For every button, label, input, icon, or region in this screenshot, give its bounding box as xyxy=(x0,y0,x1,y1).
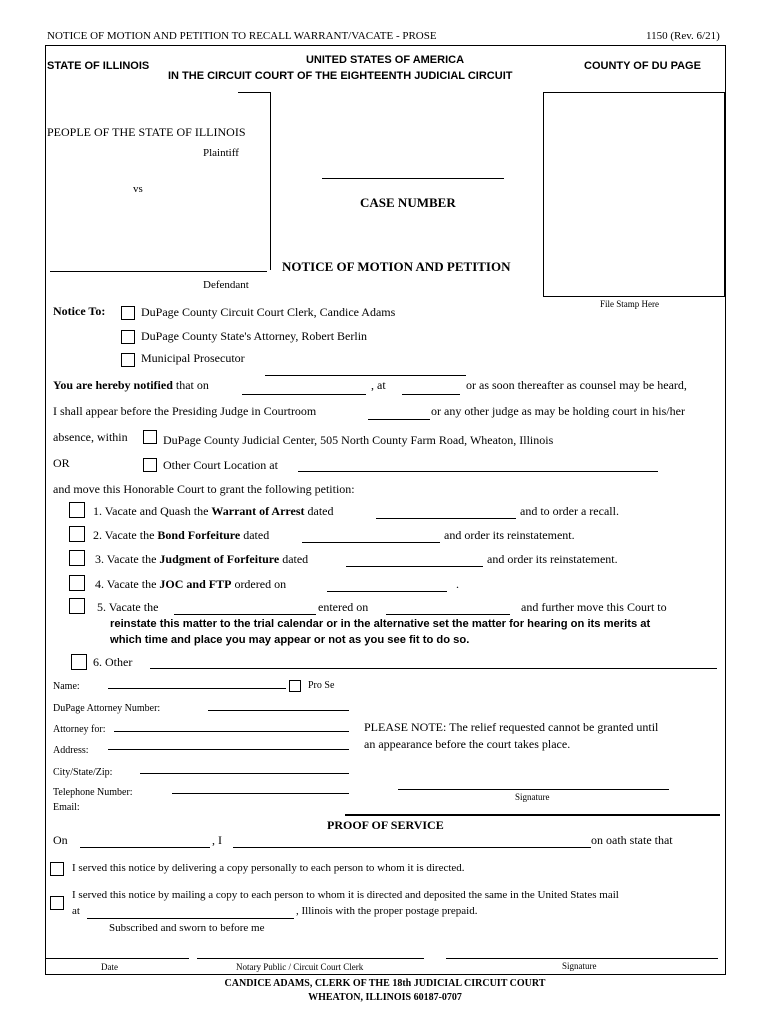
caption-bracket xyxy=(270,92,271,270)
recipient-checkbox-municipal[interactable] xyxy=(121,353,135,367)
petition-4-date-field[interactable] xyxy=(327,591,447,592)
hearing-date-field[interactable] xyxy=(242,394,366,395)
file-stamp-box xyxy=(543,92,725,297)
petition-6-text: 6. Other xyxy=(93,655,133,669)
petition-checkbox-1[interactable] xyxy=(69,502,85,518)
state-label: STATE OF ILLINOIS xyxy=(47,60,150,72)
petition-checkbox-6[interactable] xyxy=(71,654,87,670)
name-label: Name: xyxy=(53,681,80,692)
notified-bold: You are hereby notified xyxy=(53,378,173,392)
petition-5-tail: and further move this Court to xyxy=(521,600,667,614)
notice-blank-line[interactable] xyxy=(265,375,466,376)
petition-5-bold-2: which time and place you may appear or not as you see fit to do so. xyxy=(110,634,470,646)
notary-field[interactable] xyxy=(197,958,424,959)
petition-checkbox-3[interactable] xyxy=(69,550,85,566)
attorney-number-field[interactable] xyxy=(208,710,349,711)
petition-5-date-field[interactable] xyxy=(386,614,510,615)
top-border xyxy=(45,45,726,46)
proof-title: PROOF OF SERVICE xyxy=(327,818,444,832)
right-border xyxy=(725,45,726,975)
attorney-number-label: DuPage Attorney Number: xyxy=(53,703,161,714)
document-title: NOTICE OF MOTION AND PETITION xyxy=(282,259,511,274)
proof-signature-label: Signature xyxy=(562,961,597,971)
file-stamp-label: File Stamp Here xyxy=(600,299,659,309)
plaintiff-name: PEOPLE OF THE STATE OF ILLINOIS xyxy=(47,125,246,139)
petition-5-bold-1: reinstate this matter to the trial calendar or in the alternative set the matter for hearing on its merits at xyxy=(110,618,651,630)
petition-1-tail: and to order a recall. xyxy=(520,504,619,518)
petition-checkbox-5[interactable] xyxy=(69,598,85,614)
form-number: 1150 (Rev. 6/21) xyxy=(646,30,720,42)
case-number-label: CASE NUMBER xyxy=(360,195,456,210)
please-note-2: an appearance before the court takes place. xyxy=(364,737,571,751)
proof-name-field[interactable] xyxy=(233,847,591,848)
served-mail-text-2: , Illinois with the proper postage prepaid. xyxy=(296,905,478,917)
served-personal-checkbox[interactable] xyxy=(50,862,64,876)
signature-field[interactable] xyxy=(398,789,669,790)
other-location-label: Other Court Location at xyxy=(163,458,278,472)
petition-3-tail: and order its reinstatement. xyxy=(487,552,618,566)
petition-4-bold: JOC and FTP xyxy=(159,577,232,591)
served-mail-text-1: I served this notice by mailing a copy to each person to whom it is directed and deposited the same in the United States mail xyxy=(72,889,619,901)
recipient-municipal: Municipal Prosecutor xyxy=(141,351,245,365)
defendant-name-line[interactable] xyxy=(50,271,267,272)
notified-that-on: that on xyxy=(175,378,209,392)
move-text: and move this Honorable Court to grant the following petition: xyxy=(53,482,355,496)
courtroom-field[interactable] xyxy=(368,419,430,420)
proof-oath-label: on oath state that xyxy=(591,833,673,847)
notary-label: Notary Public / Circuit Court Clerk xyxy=(236,962,364,972)
petition-3-text: 3. Vacate the xyxy=(95,552,160,566)
proof-date-field[interactable] xyxy=(80,847,210,848)
recipient-checkbox-states-attorney[interactable] xyxy=(121,330,135,344)
caption-bracket-top xyxy=(238,92,270,93)
bottom-border xyxy=(45,974,726,975)
petition-1-text: 1. Vacate and Quash the xyxy=(93,504,212,518)
proof-on-label: On xyxy=(53,833,68,847)
appear-text: I shall appear before the Presiding Judge in Courtroom xyxy=(53,404,317,418)
petition-5-entered: entered on xyxy=(318,600,369,614)
petition-2-tail: and order its reinstatement. xyxy=(444,528,575,542)
court-label: IN THE CIRCUIT COURT OF THE EIGHTEENTH JUDICIAL CIRCUIT xyxy=(168,70,513,82)
left-border xyxy=(45,45,46,975)
served-mail-checkbox[interactable] xyxy=(50,896,64,910)
location-judicial-center: DuPage County Judicial Center, 505 North County Farm Road, Wheaton, Illinois xyxy=(163,433,554,447)
petition-5-item-field[interactable] xyxy=(174,614,316,615)
plaintiff-label: Plaintiff xyxy=(203,147,239,159)
city-field[interactable] xyxy=(140,773,349,774)
petition-3-dated: dated xyxy=(279,552,309,566)
proof-i-label: , I xyxy=(212,833,222,847)
county-label: COUNTY OF DU PAGE xyxy=(584,60,701,72)
location-checkbox-other[interactable] xyxy=(143,458,157,472)
hearing-time-field[interactable] xyxy=(402,394,460,395)
city-label: City/State/Zip: xyxy=(53,767,113,778)
or-label: OR xyxy=(53,456,70,470)
petition-4-ordered: ordered on xyxy=(231,577,287,591)
date-label: Date xyxy=(101,962,118,972)
location-checkbox-judicial-center[interactable] xyxy=(143,430,157,444)
vs-label: vs xyxy=(133,183,143,195)
address-label: Address: xyxy=(53,745,89,756)
petition-2 xyxy=(93,528,269,543)
form-title: NOTICE OF MOTION AND PETITION TO RECALL WARRANT/VACATE - PROSE xyxy=(47,30,437,42)
name-field[interactable] xyxy=(108,688,286,689)
petition-1-date-field[interactable] xyxy=(376,518,516,519)
address-field[interactable] xyxy=(108,749,349,750)
telephone-label: Telephone Number: xyxy=(53,787,133,798)
petition-3-date-field[interactable] xyxy=(346,566,483,567)
petition-1-bold: Warrant of Arrest xyxy=(211,504,305,518)
case-number-line[interactable] xyxy=(322,178,504,179)
footer-line-1: CANDICE ADAMS, CLERK OF THE 18th JUDICIAL CIRCUIT COURT xyxy=(224,978,546,989)
subscribed-text: Subscribed and sworn to before me xyxy=(109,922,265,934)
at-label: , at xyxy=(371,378,386,392)
served-personal-text: I served this notice by delivering a copy personally to each person to whom it is directed. xyxy=(72,862,465,874)
other-judge-text: or any other judge as may be holding court in his/her xyxy=(431,404,685,418)
email-label: Email: xyxy=(53,802,80,813)
petition-2-bold: Bond Forfeiture xyxy=(157,528,241,542)
proof-divider xyxy=(345,814,720,816)
petition-2-dated: dated xyxy=(240,528,270,542)
attorney-for-label: Attorney for: xyxy=(53,724,106,735)
petition-4-text: 4. Vacate the xyxy=(95,577,160,591)
petition-checkbox-4[interactable] xyxy=(69,575,85,591)
petition-4 xyxy=(95,577,286,592)
notified-line xyxy=(53,378,209,393)
signature-label: Signature xyxy=(515,792,550,802)
absence-text: absence, within xyxy=(53,430,128,444)
petition-3 xyxy=(95,552,308,567)
notice-to-label: Notice To: xyxy=(53,304,106,318)
proof-signature-field[interactable] xyxy=(446,958,718,959)
date-field[interactable] xyxy=(46,958,189,959)
petition-1 xyxy=(93,504,334,519)
recipient-clerk: DuPage County Circuit Court Clerk, Candice Adams xyxy=(141,305,396,319)
pro-se-checkbox[interactable] xyxy=(289,680,301,692)
as-soon-text: or as soon thereafter as counsel may be heard, xyxy=(466,378,687,392)
petition-5-text: 5. Vacate the xyxy=(97,600,159,614)
pro-se-label: Pro Se xyxy=(308,680,335,691)
country-label: UNITED STATES OF AMERICA xyxy=(305,54,465,66)
served-mail-city-field[interactable] xyxy=(87,918,294,919)
attorney-for-field[interactable] xyxy=(114,731,349,732)
petition-6-field[interactable] xyxy=(150,668,717,669)
defendant-label: Defendant xyxy=(203,279,249,291)
recipient-states-attorney: DuPage County State's Attorney, Robert Berlin xyxy=(141,329,368,343)
petition-2-date-field[interactable] xyxy=(302,542,440,543)
petition-1-dated: dated xyxy=(304,504,334,518)
petition-3-bold: Judgment of Forfeiture xyxy=(159,552,280,566)
telephone-field[interactable] xyxy=(172,793,349,794)
served-mail-at: at xyxy=(72,905,80,917)
petition-4-tail: . xyxy=(456,577,459,591)
petition-checkbox-2[interactable] xyxy=(69,526,85,542)
recipient-checkbox-clerk[interactable] xyxy=(121,306,135,320)
footer-line-2: WHEATON, ILLINOIS 60187-0707 xyxy=(308,992,462,1003)
petition-2-text: 2. Vacate the xyxy=(93,528,158,542)
please-note-1: PLEASE NOTE: The relief requested cannot be granted until xyxy=(364,720,659,734)
other-location-field[interactable] xyxy=(298,471,658,472)
